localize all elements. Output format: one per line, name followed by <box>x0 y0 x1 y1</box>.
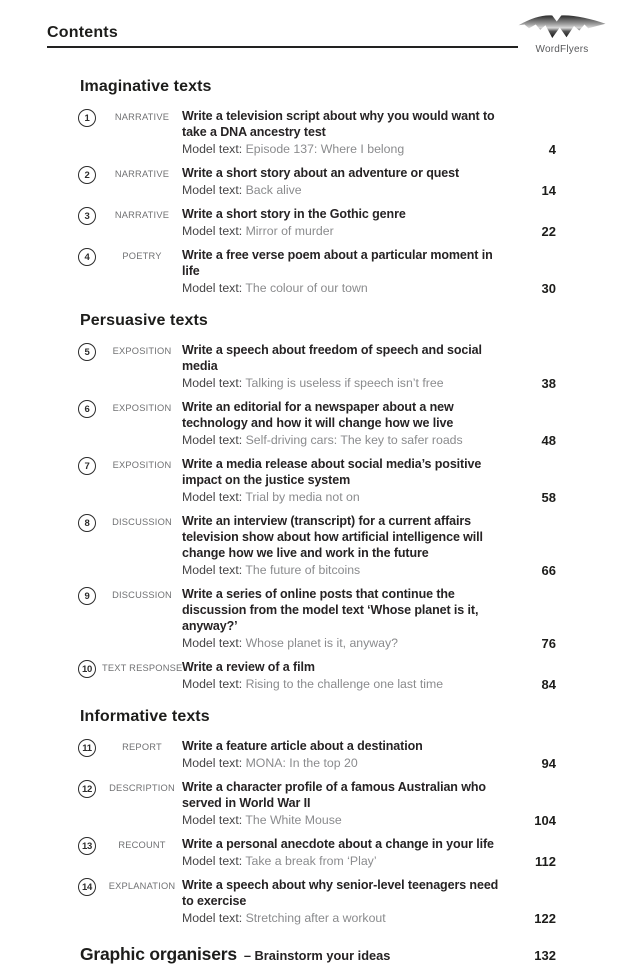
model-text-label: Model text: <box>182 563 246 577</box>
item-title: Write a media release about social media’s positive impact on the justice system <box>182 457 482 487</box>
toc-item <box>78 456 556 506</box>
item-model-text <box>182 910 512 927</box>
item-model-text <box>182 432 512 449</box>
model-text-label: Model text: <box>182 756 246 770</box>
item-model-text <box>182 635 512 652</box>
item-category: POETRY <box>122 251 162 261</box>
header-rule <box>47 46 518 48</box>
model-text-label: Model text: <box>182 183 246 197</box>
model-text-title: Trial by media not on <box>245 490 360 504</box>
item-title: Write a character profile of a famous Australian who served in World War II <box>182 780 486 810</box>
section-title: Informative texts <box>80 708 210 725</box>
item-number: 14 <box>82 881 92 893</box>
item-title: Write a speech about freedom of speech and social media <box>182 343 482 373</box>
model-text-title: Episode 137: Where I belong <box>245 142 405 156</box>
item-category: RECOUNT <box>118 840 166 850</box>
item-page-number: 66 <box>541 563 556 578</box>
toc-item <box>78 399 556 449</box>
item-number: 13 <box>82 840 92 852</box>
item-number-badge <box>78 166 96 184</box>
model-text-title: Talking is useless if speech isn’t free <box>245 376 444 390</box>
item-page-number: 4 <box>548 142 556 157</box>
item-content <box>182 738 512 772</box>
graphic-organisers-row <box>78 944 556 965</box>
item-title: Write a speech about why senior-level teenagers need to exercise <box>182 878 499 908</box>
item-page-number: 58 <box>541 490 556 505</box>
toc <box>78 70 556 965</box>
brand-name: WordFlyers <box>535 44 589 55</box>
item-number: 5 <box>84 346 90 358</box>
item-content <box>182 456 512 506</box>
item-model-text <box>182 375 512 392</box>
toc-section <box>78 312 556 693</box>
toc-item <box>78 586 556 652</box>
item-title: Write a free verse poem about a particular moment in life <box>182 248 493 278</box>
item-model-text <box>182 755 512 772</box>
toc-section <box>78 78 556 297</box>
section-items <box>78 342 556 693</box>
item-content <box>182 836 512 870</box>
model-text-label: Model text: <box>182 490 246 504</box>
toc-item <box>78 108 556 158</box>
item-number: 7 <box>84 460 90 472</box>
item-category: TEXT RESPONSE <box>102 663 183 673</box>
item-model-text <box>182 489 512 506</box>
model-text-title: The colour of our town <box>245 281 368 295</box>
model-text-title: The future of bitcoins <box>245 563 361 577</box>
item-number-badge <box>78 400 96 418</box>
toc-item <box>78 779 556 829</box>
item-category: DESCRIPTION <box>109 783 175 793</box>
item-number-badge <box>78 514 96 532</box>
item-category: NARRATIVE <box>114 210 170 220</box>
item-category: EXPLANATION <box>108 881 176 891</box>
item-number-badge <box>78 878 96 896</box>
model-text-label: Model text: <box>182 636 246 650</box>
item-title: Write an editorial for a newspaper about a new technology and how it will change how we live <box>182 400 454 430</box>
item-page-number: 112 <box>535 854 556 869</box>
footer-subtitle: – Brainstorm your ideas <box>243 948 391 963</box>
item-number-badge <box>78 780 96 798</box>
item-number: 8 <box>84 517 90 529</box>
item-number-badge <box>78 109 96 127</box>
item-number-badge <box>78 343 96 361</box>
item-number: 4 <box>84 251 90 263</box>
item-content <box>182 513 512 579</box>
model-text-title: Stretching after a workout <box>245 911 386 925</box>
item-page-number: 104 <box>534 813 556 828</box>
item-title: Write a series of online posts that continue the discussion from the model text ‘Whose planet is it, anyway?’ <box>182 587 479 633</box>
item-number: 9 <box>84 590 90 602</box>
item-number: 2 <box>84 169 90 181</box>
item-category: EXPOSITION <box>112 460 172 470</box>
item-number-badge <box>78 739 96 757</box>
item-number-badge <box>78 660 96 678</box>
model-text-title: MONA: In the top 20 <box>245 756 358 770</box>
model-text-title: The White Mouse <box>245 813 342 827</box>
model-text-title: Back alive <box>245 183 302 197</box>
item-content <box>182 586 512 652</box>
item-number-badge <box>78 457 96 475</box>
item-category: DISCUSSION <box>112 517 172 527</box>
footer-page-number: 132 <box>534 948 556 963</box>
item-page-number: 84 <box>541 677 556 692</box>
section-items <box>78 108 556 297</box>
page-title: Contents <box>47 24 118 41</box>
item-page-number: 38 <box>541 376 556 391</box>
model-text-label: Model text: <box>182 911 246 925</box>
item-model-text <box>182 562 512 579</box>
item-page-number: 122 <box>534 911 556 926</box>
item-category: NARRATIVE <box>114 112 170 122</box>
item-category: EXPOSITION <box>112 346 172 356</box>
toc-item <box>78 836 556 870</box>
model-text-label: Model text: <box>182 376 246 390</box>
item-model-text <box>182 812 512 829</box>
model-text-label: Model text: <box>182 677 246 691</box>
item-page-number: 22 <box>541 224 556 239</box>
item-number: 6 <box>84 403 90 415</box>
item-title: Write an interview (transcript) for a current affairs television show about how artificial intelligence will change how we live and work in the future <box>182 514 483 560</box>
item-number-badge <box>78 837 96 855</box>
model-text-label: Model text: <box>182 433 246 447</box>
item-title: Write a short story in the Gothic genre <box>182 207 406 221</box>
model-text-title: Mirror of murder <box>245 224 334 238</box>
item-model-text <box>182 676 512 693</box>
wordflyers-logo-icon <box>514 12 610 43</box>
model-text-label: Model text: <box>182 854 246 868</box>
toc-item <box>78 247 556 297</box>
model-text-title: Take a break from ‘Play’ <box>245 854 377 868</box>
item-page-number: 94 <box>541 756 556 771</box>
wordflyers-logo <box>514 12 610 55</box>
model-text-title: Rising to the challenge one last time <box>245 677 444 691</box>
item-title: Write a review of a film <box>182 660 315 674</box>
item-content <box>182 779 512 829</box>
item-model-text <box>182 280 512 297</box>
toc-item <box>78 342 556 392</box>
toc-item <box>78 659 556 693</box>
item-title: Write a personal anecdote about a change in your life <box>182 837 494 851</box>
item-number: 11 <box>82 742 92 754</box>
item-number: 3 <box>84 210 90 222</box>
item-content <box>182 108 512 158</box>
item-number-badge <box>78 587 96 605</box>
item-number-badge <box>78 248 96 266</box>
item-content <box>182 399 512 449</box>
toc-section <box>78 708 556 927</box>
item-category: EXPOSITION <box>112 403 172 413</box>
item-title: Write a feature article about a destination <box>182 739 423 753</box>
item-page-number: 14 <box>541 183 556 198</box>
item-page-number: 48 <box>541 433 556 448</box>
section-title: Persuasive texts <box>80 312 208 329</box>
toc-item <box>78 206 556 240</box>
item-model-text <box>182 141 512 158</box>
item-number: 12 <box>82 783 92 795</box>
item-page-number: 30 <box>541 281 556 296</box>
toc-item <box>78 738 556 772</box>
item-content <box>182 877 512 927</box>
section-title: Imaginative texts <box>80 78 212 95</box>
item-model-text <box>182 223 512 240</box>
item-number-badge <box>78 207 96 225</box>
toc-sections <box>78 78 556 927</box>
item-category: DISCUSSION <box>112 590 172 600</box>
item-content <box>182 659 512 693</box>
item-title: Write a television script about why you would want to take a DNA ancestry test <box>182 109 495 139</box>
model-text-label: Model text: <box>182 281 246 295</box>
model-text-label: Model text: <box>182 813 246 827</box>
item-category: NARRATIVE <box>114 169 170 179</box>
model-text-title: Self-driving cars: The key to safer roads <box>245 433 463 447</box>
toc-item <box>78 513 556 579</box>
item-number: 1 <box>84 112 90 124</box>
item-content <box>182 165 512 199</box>
item-model-text <box>182 182 512 199</box>
toc-item <box>78 165 556 199</box>
item-title: Write a short story about an adventure or quest <box>182 166 460 180</box>
item-content <box>182 342 512 392</box>
model-text-label: Model text: <box>182 142 246 156</box>
model-text-label: Model text: <box>182 224 246 238</box>
item-content <box>182 206 512 240</box>
section-items <box>78 738 556 927</box>
toc-item <box>78 877 556 927</box>
item-model-text <box>182 853 512 870</box>
item-content <box>182 247 512 297</box>
model-text-title: Whose planet is it, anyway? <box>245 636 398 650</box>
footer-title: Graphic organisers <box>80 944 237 964</box>
item-page-number: 76 <box>541 636 556 651</box>
item-category: REPORT <box>122 742 162 752</box>
item-number: 10 <box>82 663 92 675</box>
